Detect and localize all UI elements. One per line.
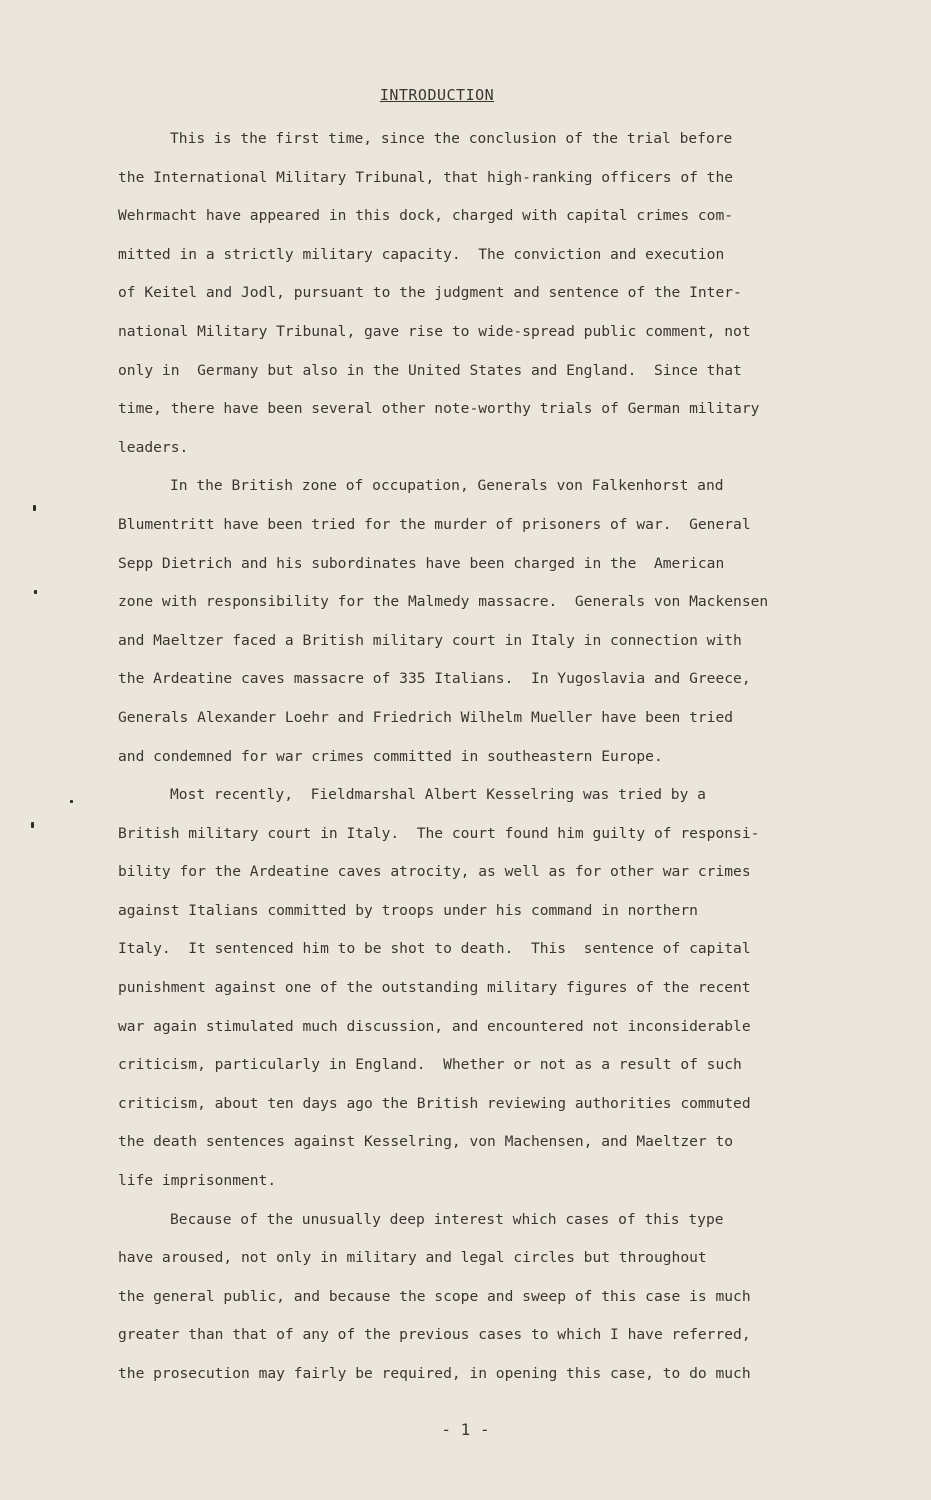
text-line: In the British zone of occupation, Generals von Falkenhorst and xyxy=(170,477,724,495)
text-line: war again stimulated much discussion, and encountered not inconsiderable xyxy=(118,1017,751,1035)
text-line: the death sentences against Kesselring, von Machensen, and Maeltzer to xyxy=(118,1133,734,1151)
text-line: Italy. It sentenced him to be shot to death. This sentence of capital xyxy=(118,940,751,958)
text-line: leaders. xyxy=(118,438,189,456)
text-line: only in Germany but also in the United States and England. Since that xyxy=(118,361,742,379)
paragraph-2 xyxy=(118,467,848,776)
text-line: national Military Tribunal, gave rise to wide-spread public comment, not xyxy=(118,322,751,340)
text-line: bility for the Ardeatine caves atrocity, as well as for other war crimes xyxy=(118,863,751,881)
text-line: This is the first time, since the conclusion of the trial before xyxy=(170,130,733,147)
text-line: the International Military Tribunal, that high-ranking officers of the xyxy=(118,168,734,186)
text-line: have aroused, not only in military and legal circles but throughout xyxy=(118,1249,707,1267)
text-line: greater than that of any of the previous cases to which I have referred, xyxy=(118,1326,751,1344)
text-line: criticism, particularly in England. Whether or not as a result of such xyxy=(118,1056,742,1074)
text-line: the general public, and because the scope and sweep of this case is much xyxy=(118,1287,751,1305)
text-line: Sepp Dietrich and his subordinates have been charged in the American xyxy=(118,554,725,572)
document-body xyxy=(118,120,848,1394)
text-line: punishment against one of the outstanding military figures of the recent xyxy=(118,979,751,997)
margin-mark xyxy=(31,822,34,828)
paragraph-4 xyxy=(118,1201,848,1394)
margin-mark xyxy=(33,505,36,511)
margin-mark xyxy=(70,800,73,803)
text-line: Most recently, Fieldmarshal Albert Kesselring was tried by a xyxy=(170,786,706,804)
text-line: time, there have been several other note-worthy trials of German military xyxy=(118,400,760,418)
page-number: - 1 - xyxy=(441,1420,490,1439)
text-line: the prosecution may fairly be required, in opening this case, to do much xyxy=(118,1365,751,1382)
text-line: criticism, about ten days ago the British reviewing authorities commuted xyxy=(118,1094,751,1112)
text-line: of Keitel and Jodl, pursuant to the judgment and sentence of the Inter- xyxy=(118,284,742,302)
text-line: and Maeltzer faced a British military court in Italy in connection with xyxy=(118,631,742,649)
text-line: British military court in Italy. The court found him guilty of responsi- xyxy=(118,824,760,842)
text-line: Generals Alexander Loehr and Friedrich Wilhelm Mueller have been tried xyxy=(118,708,734,726)
text-line: zone with responsibility for the Malmedy massacre. Generals von Mackensen xyxy=(118,593,769,611)
text-line: against Italians committed by troops under his command in northern xyxy=(118,901,698,919)
paragraph-3 xyxy=(118,776,848,1201)
text-line: Blumentritt have been tried for the murder of prisoners of war. General xyxy=(118,515,751,533)
text-line: Because of the unusually deep interest which cases of this type xyxy=(170,1210,724,1228)
text-line: the Ardeatine caves massacre of 335 Italians. In Yugoslavia and Greece, xyxy=(118,670,751,688)
text-line: mitted in a strictly military capacity. The conviction and execution xyxy=(118,245,725,263)
text-line: Wehrmacht have appeared in this dock, charged with capital crimes com- xyxy=(118,207,734,225)
margin-mark xyxy=(34,590,37,594)
document-title: INTRODUCTION xyxy=(379,86,495,104)
text-line: life imprisonment. xyxy=(118,1172,277,1190)
paragraph-1 xyxy=(118,120,848,467)
text-line: and condemned for war crimes committed in southeastern Europe. xyxy=(118,747,663,765)
